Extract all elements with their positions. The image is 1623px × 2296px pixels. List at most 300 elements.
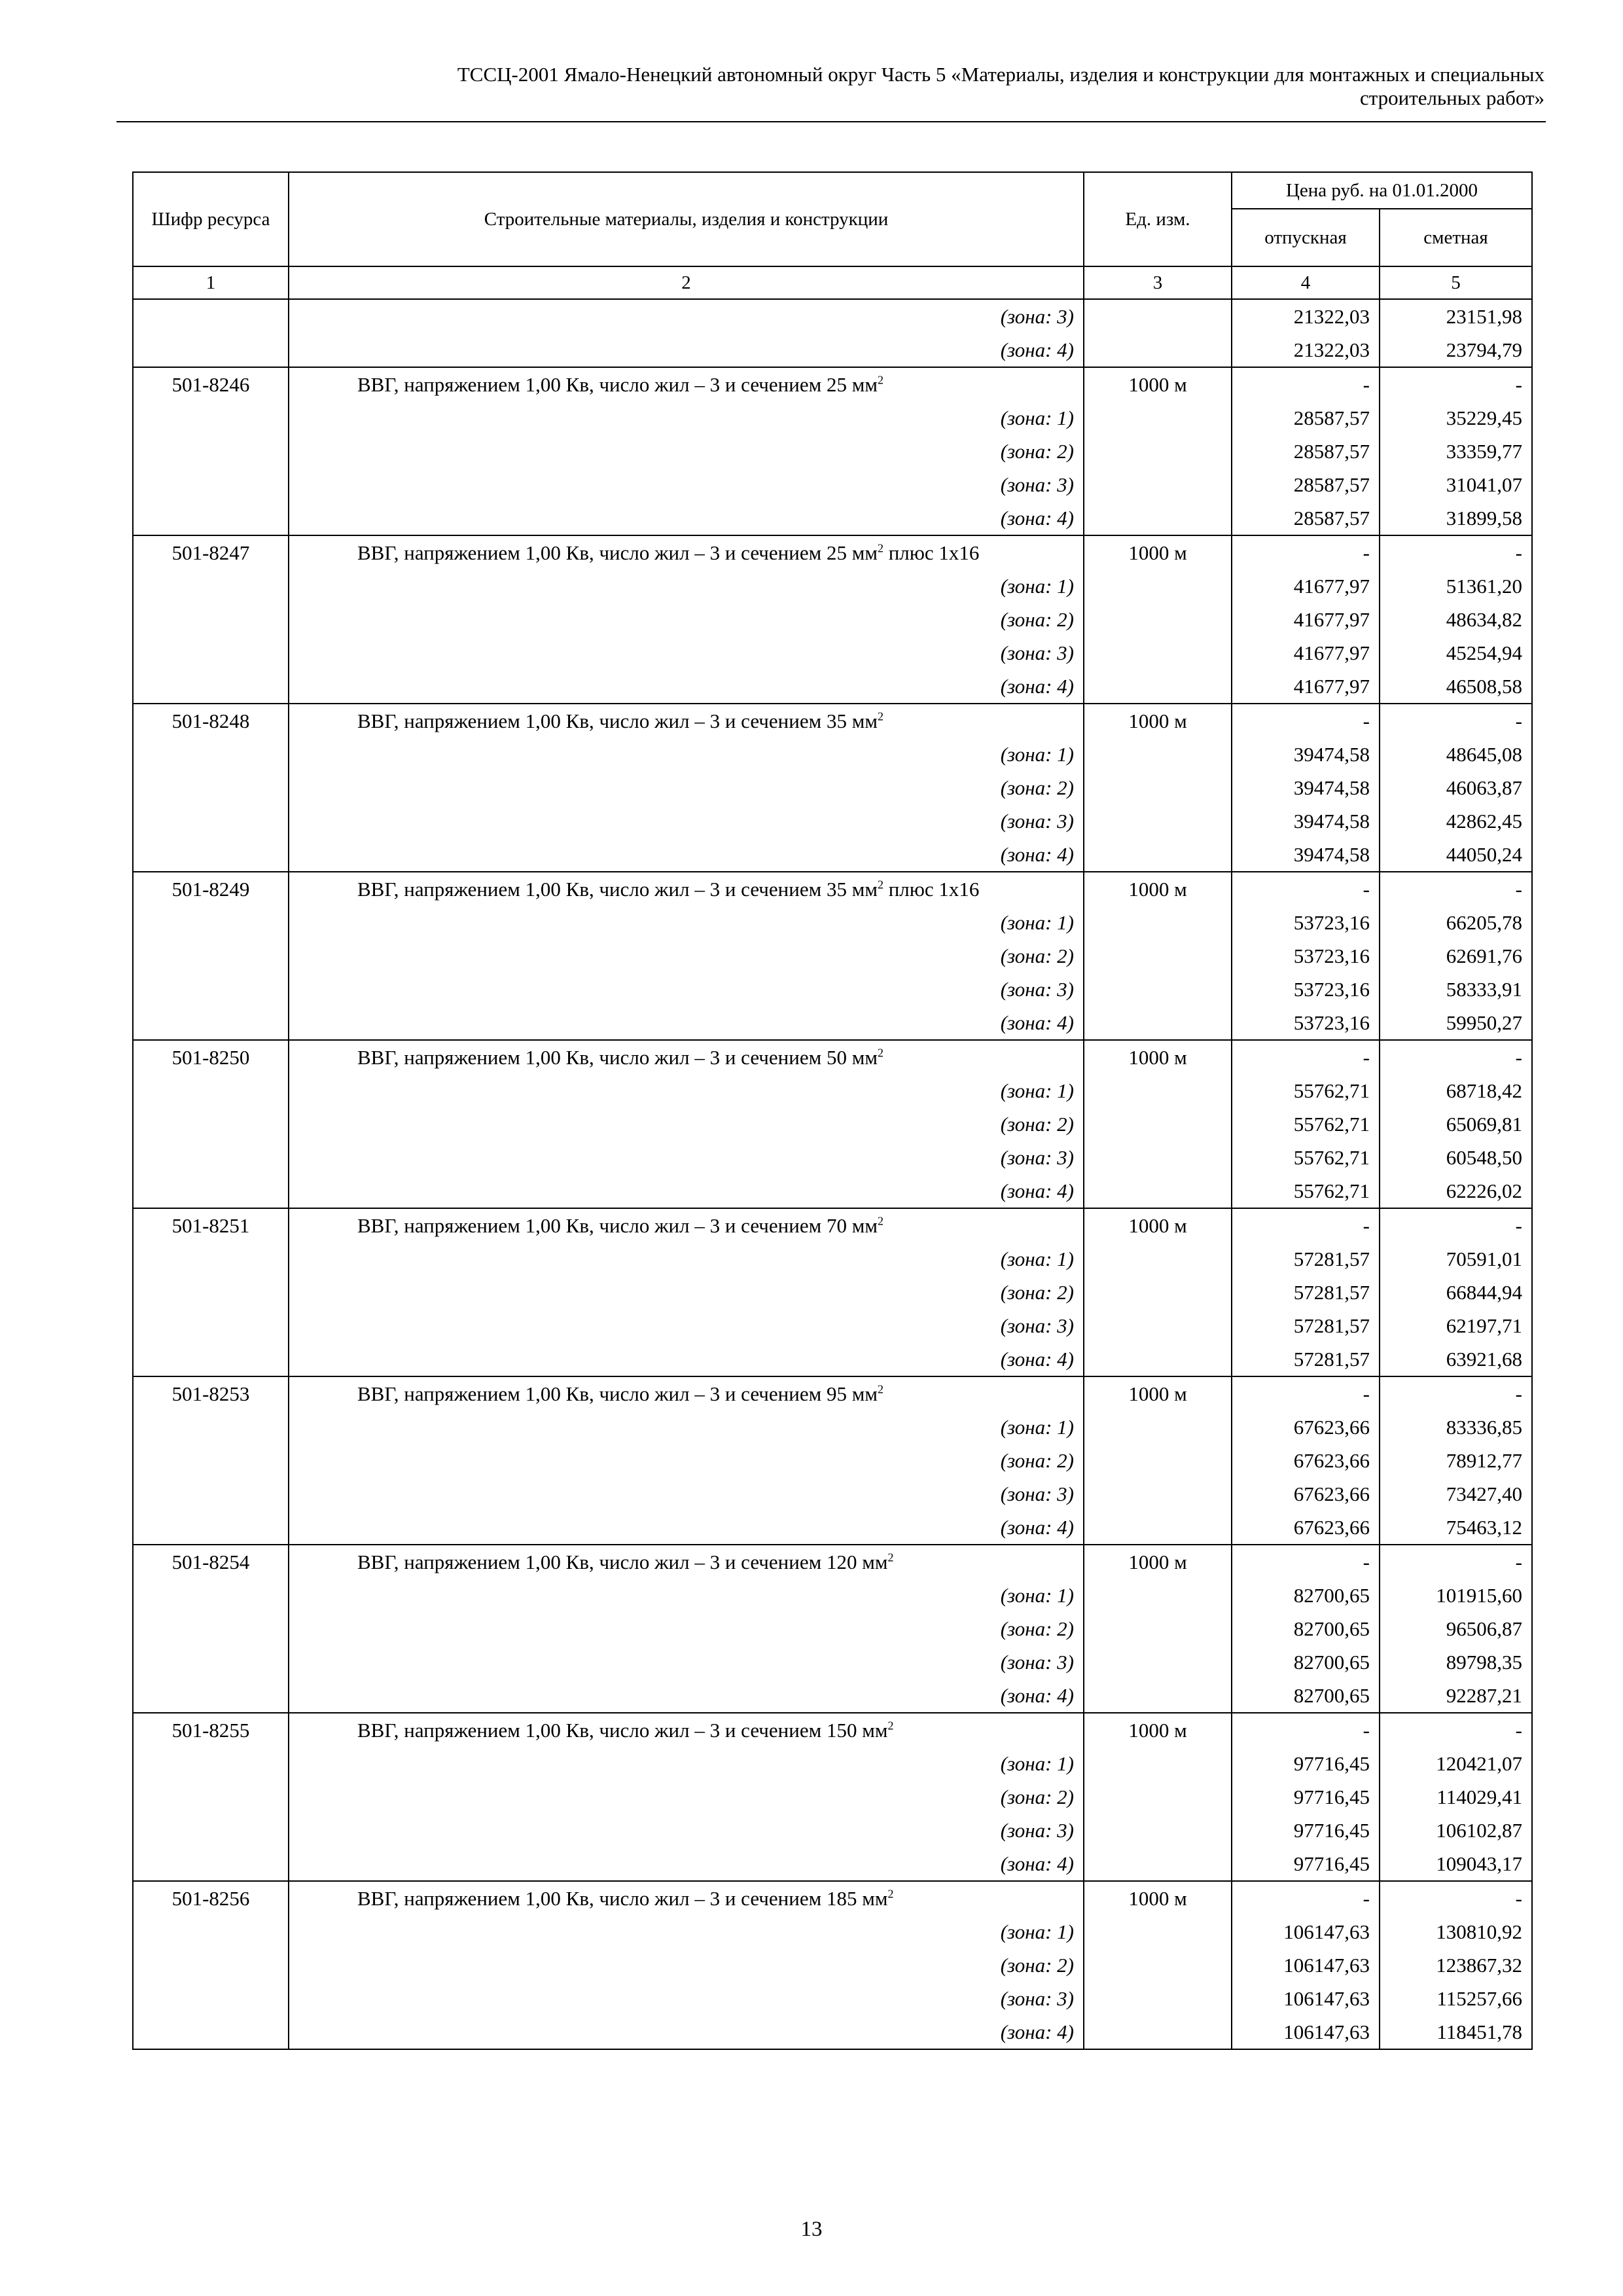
estimate-price: 118451,78 (1380, 2015, 1532, 2049)
estimate-price: - (1380, 1040, 1532, 1074)
estimate-price: - (1380, 367, 1532, 401)
code-cell (133, 906, 289, 939)
release-price: - (1232, 367, 1380, 401)
zone-label: (зона: 1) (1000, 742, 1074, 766)
zone-label: (зона: 4) (1000, 1683, 1074, 1707)
unit-cell (1084, 906, 1232, 939)
unit-cell (1084, 1948, 1232, 1982)
estimate-price: 92287,21 (1380, 1679, 1532, 1713)
name-cell (289, 670, 1084, 704)
zone-row (133, 1579, 1532, 1612)
estimate-price: - (1380, 1376, 1532, 1410)
zone-row (133, 1847, 1532, 1881)
unit-cell (1084, 401, 1232, 435)
zone-row (133, 1814, 1532, 1847)
name-cell (289, 1174, 1084, 1208)
code-cell (133, 1107, 289, 1141)
name-cell (289, 2015, 1084, 2049)
zone-row (133, 670, 1532, 704)
estimate-price: 62691,76 (1380, 939, 1532, 973)
unit-cell (1084, 435, 1232, 468)
name-cell (289, 1074, 1084, 1107)
zone-label: (зона: 2) (1000, 1953, 1074, 1977)
unit-cell (1084, 1780, 1232, 1814)
name-cell (289, 299, 1084, 333)
superscript: 2 (877, 373, 883, 387)
zone-label: (зона: 3) (1000, 641, 1074, 664)
name-cell (289, 1814, 1084, 1847)
code-cell (133, 1814, 289, 1847)
description-text: ВВГ, напряжением 1,00 Кв, число жил – 3 и сечением 25 мм (357, 372, 878, 396)
estimate-price: 66844,94 (1380, 1276, 1532, 1309)
unit-cell (1084, 670, 1232, 704)
release-price: 55762,71 (1232, 1074, 1380, 1107)
zone-label: (зона: 1) (1000, 1079, 1074, 1102)
release-price: 39474,58 (1232, 838, 1380, 872)
zone-label: (зона: 3) (1000, 304, 1074, 328)
unit-cell (1084, 1915, 1232, 1948)
table-body (133, 299, 1532, 2049)
description-text: ВВГ, напряжением 1,00 Кв, число жил – 3 и сечением 35 мм (357, 877, 878, 901)
estimate-price: - (1380, 1881, 1532, 1915)
item-code: 501-8246 (133, 367, 289, 401)
estimate-price: 58333,91 (1380, 973, 1532, 1006)
estimate-price: 48645,08 (1380, 738, 1532, 771)
zone-label: (зона: 2) (1000, 439, 1074, 463)
zone-label: (зона: 4) (1000, 1011, 1074, 1034)
unit-cell (1084, 1242, 1232, 1276)
item-row (133, 872, 1532, 906)
release-price: 97716,45 (1232, 1814, 1380, 1847)
zone-row (133, 804, 1532, 838)
name-cell (289, 535, 1084, 569)
unit-cell (1084, 1276, 1232, 1309)
item-row (133, 1040, 1532, 1074)
release-price: 41677,97 (1232, 670, 1380, 704)
estimate-price: 89798,35 (1380, 1645, 1532, 1679)
zone-row (133, 1276, 1532, 1309)
item-description (298, 709, 1074, 734)
release-price: 28587,57 (1232, 435, 1380, 468)
zone-row (133, 1309, 1532, 1342)
unit-cell (1084, 1847, 1232, 1881)
zone-row (133, 1612, 1532, 1645)
name-cell (289, 1242, 1084, 1276)
zone-label: (зона: 2) (1000, 1280, 1074, 1304)
zone-row (133, 1006, 1532, 1040)
zone-row (133, 1410, 1532, 1444)
zone-label: (зона: 2) (1000, 1785, 1074, 1808)
code-cell (133, 1006, 289, 1040)
header-price-group: Цена руб. на 01.01.2000 (1232, 172, 1532, 209)
zone-row (133, 1679, 1532, 1713)
item-unit: 1000 м (1084, 1545, 1232, 1579)
zone-row (133, 1915, 1532, 1948)
item-code: 501-8254 (133, 1545, 289, 1579)
code-cell (133, 1747, 289, 1780)
zone-label: (зона: 3) (1000, 1986, 1074, 2010)
zone-row (133, 636, 1532, 670)
item-unit: 1000 м (1084, 1040, 1232, 1074)
zone-row (133, 1477, 1532, 1511)
release-price: 57281,57 (1232, 1342, 1380, 1376)
column-number: 3 (1084, 266, 1232, 299)
zone-row (133, 401, 1532, 435)
name-cell (289, 1645, 1084, 1679)
code-cell (133, 1780, 289, 1814)
zone-row (133, 333, 1532, 367)
zone-label: (зона: 1) (1000, 1920, 1074, 1943)
header-code: Шифр ресурса (133, 172, 289, 266)
estimate-price: 101915,60 (1380, 1579, 1532, 1612)
zone-label: (зона: 1) (1000, 1247, 1074, 1270)
zone-row (133, 939, 1532, 973)
release-price: 55762,71 (1232, 1107, 1380, 1141)
code-cell (133, 1074, 289, 1107)
item-row (133, 704, 1532, 738)
estimate-price: - (1380, 535, 1532, 569)
release-price: 82700,65 (1232, 1679, 1380, 1713)
estimate-price: - (1380, 1713, 1532, 1747)
unit-cell (1084, 501, 1232, 535)
description-text: ВВГ, напряжением 1,00 Кв, число жил – 3 и сечением 150 мм (357, 1718, 888, 1742)
item-description (298, 1045, 1074, 1070)
code-cell (133, 1679, 289, 1713)
release-price: 39474,58 (1232, 804, 1380, 838)
release-price: 41677,97 (1232, 603, 1380, 636)
zone-label: (зона: 1) (1000, 1583, 1074, 1607)
unit-cell (1084, 1141, 1232, 1174)
estimate-price: 114029,41 (1380, 1780, 1532, 1814)
release-price: 106147,63 (1232, 1948, 1380, 1982)
estimate-price: 65069,81 (1380, 1107, 1532, 1141)
code-cell (133, 738, 289, 771)
estimate-price: 62226,02 (1380, 1174, 1532, 1208)
name-cell (289, 872, 1084, 906)
item-unit: 1000 м (1084, 367, 1232, 401)
release-price: 28587,57 (1232, 401, 1380, 435)
estimate-price: 42862,45 (1380, 804, 1532, 838)
name-cell (289, 704, 1084, 738)
estimate-price: 120421,07 (1380, 1747, 1532, 1780)
zone-label: (зона: 2) (1000, 1448, 1074, 1472)
header-line-1: ТССЦ-2001 Ямало-Ненецкий автономный округ Часть 5 «Материалы, изделия и конструкции для монтажных и специальных (457, 63, 1544, 86)
release-price: 53723,16 (1232, 973, 1380, 1006)
release-price: - (1232, 1376, 1380, 1410)
zone-label: (зона: 4) (1000, 1179, 1074, 1202)
release-price: - (1232, 1545, 1380, 1579)
code-cell (133, 1276, 289, 1309)
name-cell (289, 367, 1084, 401)
name-cell (289, 401, 1084, 435)
superscript: 2 (887, 1551, 894, 1564)
item-description (298, 877, 1074, 902)
zone-row (133, 1780, 1532, 1814)
name-cell (289, 973, 1084, 1006)
zone-label: (зона: 4) (1000, 674, 1074, 698)
release-price: 55762,71 (1232, 1174, 1380, 1208)
description-tail: плюс 1x16 (883, 541, 980, 564)
code-cell (133, 939, 289, 973)
zone-label: (зона: 1) (1000, 1751, 1074, 1775)
estimate-price: 31041,07 (1380, 468, 1532, 501)
code-cell (133, 1342, 289, 1376)
zone-label: (зона: 1) (1000, 1415, 1074, 1439)
name-cell (289, 1342, 1084, 1376)
estimate-price: 31899,58 (1380, 501, 1532, 535)
item-code: 501-8256 (133, 1881, 289, 1915)
unit-cell (1084, 1645, 1232, 1679)
zone-row (133, 973, 1532, 1006)
zone-label: (зона: 4) (1000, 1515, 1074, 1539)
unit-cell (1084, 1982, 1232, 2015)
unit-cell (1084, 2015, 1232, 2049)
code-cell (133, 771, 289, 804)
item-row (133, 535, 1532, 569)
estimate-price: 68718,42 (1380, 1074, 1532, 1107)
description-text: ВВГ, напряжением 1,00 Кв, число жил – 3 и сечением 185 мм (357, 1886, 888, 1910)
code-cell (133, 1915, 289, 1948)
estimate-price: - (1380, 1545, 1532, 1579)
name-cell (289, 804, 1084, 838)
release-price: 106147,63 (1232, 2015, 1380, 2049)
release-price: 55762,71 (1232, 1141, 1380, 1174)
release-price: 39474,58 (1232, 738, 1380, 771)
estimate-price: 78912,77 (1380, 1444, 1532, 1477)
release-price: 28587,57 (1232, 468, 1380, 501)
name-cell (289, 1208, 1084, 1242)
zone-label: (зона: 4) (1000, 842, 1074, 866)
superscript: 2 (887, 1719, 894, 1732)
zone-label: (зона: 3) (1000, 1145, 1074, 1169)
code-cell (133, 838, 289, 872)
zone-label: (зона: 3) (1000, 1650, 1074, 1674)
unit-cell (1084, 1477, 1232, 1511)
name-cell (289, 1006, 1084, 1040)
header-estimate: сметная (1380, 209, 1532, 266)
release-price: 53723,16 (1232, 939, 1380, 973)
estimate-price: 35229,45 (1380, 401, 1532, 435)
zone-row (133, 1511, 1532, 1545)
zone-row (133, 906, 1532, 939)
unit-cell (1084, 1006, 1232, 1040)
item-unit: 1000 м (1084, 1376, 1232, 1410)
name-cell (289, 1376, 1084, 1410)
code-cell (133, 670, 289, 704)
item-description (298, 1886, 1074, 1911)
release-price: 82700,65 (1232, 1612, 1380, 1645)
release-price: 97716,45 (1232, 1847, 1380, 1881)
code-cell (133, 1444, 289, 1477)
zone-row (133, 1342, 1532, 1376)
price-table (132, 171, 1533, 2050)
column-number: 5 (1380, 266, 1532, 299)
superscript: 2 (877, 1214, 883, 1228)
unit-cell (1084, 838, 1232, 872)
name-cell (289, 636, 1084, 670)
zone-row (133, 1982, 1532, 2015)
estimate-price: 44050,24 (1380, 838, 1532, 872)
zone-row (133, 1174, 1532, 1208)
unit-cell (1084, 973, 1232, 1006)
name-cell (289, 1915, 1084, 1948)
code-cell (133, 1847, 289, 1881)
superscript: 2 (877, 541, 883, 555)
name-cell (289, 1511, 1084, 1545)
name-cell (289, 738, 1084, 771)
code-cell (133, 1579, 289, 1612)
description-tail: плюс 1x16 (883, 877, 980, 901)
zone-label: (зона: 3) (1000, 1482, 1074, 1505)
unit-cell (1084, 1410, 1232, 1444)
header-name: Строительные материалы, изделия и конструкции (289, 172, 1084, 266)
unit-cell (1084, 333, 1232, 367)
name-cell (289, 1545, 1084, 1579)
name-cell (289, 939, 1084, 973)
zone-row (133, 569, 1532, 603)
estimate-price: 46508,58 (1380, 670, 1532, 704)
zone-row (133, 468, 1532, 501)
name-cell (289, 1141, 1084, 1174)
name-cell (289, 1477, 1084, 1511)
item-code: 501-8255 (133, 1713, 289, 1747)
item-unit: 1000 м (1084, 1208, 1232, 1242)
name-cell (289, 1444, 1084, 1477)
zone-row (133, 1444, 1532, 1477)
estimate-price: 115257,66 (1380, 1982, 1532, 2015)
running-header (116, 63, 1544, 110)
header-unit: Ед. изм. (1084, 172, 1232, 266)
estimate-price: 63921,68 (1380, 1342, 1532, 1376)
name-cell (289, 569, 1084, 603)
zone-label: (зона: 3) (1000, 473, 1074, 496)
zone-row (133, 501, 1532, 535)
release-price: 53723,16 (1232, 1006, 1380, 1040)
header-rule (116, 121, 1546, 122)
item-row (133, 1208, 1532, 1242)
unit-cell (1084, 1174, 1232, 1208)
unit-cell (1084, 603, 1232, 636)
estimate-price: 66205,78 (1380, 906, 1532, 939)
unit-cell (1084, 1679, 1232, 1713)
code-cell (133, 401, 289, 435)
name-cell (289, 1847, 1084, 1881)
estimate-price: 96506,87 (1380, 1612, 1532, 1645)
code-cell (133, 636, 289, 670)
release-price: 41677,97 (1232, 569, 1380, 603)
name-cell (289, 1410, 1084, 1444)
code-cell (133, 1242, 289, 1276)
estimate-price: - (1380, 1208, 1532, 1242)
item-code: 501-8251 (133, 1208, 289, 1242)
code-cell (133, 1612, 289, 1645)
description-text: ВВГ, напряжением 1,00 Кв, число жил – 3 и сечением 25 мм (357, 541, 878, 564)
zone-row (133, 603, 1532, 636)
code-cell (133, 1141, 289, 1174)
unit-cell (1084, 1444, 1232, 1477)
estimate-price: 106102,87 (1380, 1814, 1532, 1847)
zone-label: (зона: 2) (1000, 1617, 1074, 1640)
zone-row (133, 1074, 1532, 1107)
zone-row (133, 1747, 1532, 1780)
item-unit: 1000 м (1084, 872, 1232, 906)
superscript: 2 (877, 1046, 883, 1060)
name-cell (289, 1612, 1084, 1645)
page-number: 13 (800, 2217, 823, 2241)
release-price: 106147,63 (1232, 1915, 1380, 1948)
zone-label: (зона: 2) (1000, 1112, 1074, 1136)
zone-row (133, 1948, 1532, 1982)
release-price: 106147,63 (1232, 1982, 1380, 2015)
item-code: 501-8247 (133, 535, 289, 569)
zone-row (133, 838, 1532, 872)
column-number: 2 (289, 266, 1084, 299)
item-row (133, 1713, 1532, 1747)
release-price: - (1232, 1881, 1380, 1915)
description-text: ВВГ, напряжением 1,00 Кв, число жил – 3 и сечением 35 мм (357, 709, 878, 732)
zone-row (133, 771, 1532, 804)
code-cell (133, 1174, 289, 1208)
item-description (298, 1550, 1074, 1575)
zone-row (133, 1141, 1532, 1174)
code-cell (133, 1477, 289, 1511)
item-code: 501-8253 (133, 1376, 289, 1410)
unit-cell (1084, 1612, 1232, 1645)
estimate-price: 60548,50 (1380, 1141, 1532, 1174)
item-unit: 1000 м (1084, 1713, 1232, 1747)
release-price: 53723,16 (1232, 906, 1380, 939)
code-cell (133, 1645, 289, 1679)
name-cell (289, 838, 1084, 872)
release-price: 57281,57 (1232, 1276, 1380, 1309)
item-unit: 1000 м (1084, 1881, 1232, 1915)
code-cell (133, 603, 289, 636)
zone-row (133, 299, 1532, 333)
zone-label: (зона: 1) (1000, 574, 1074, 598)
superscript: 2 (887, 1887, 894, 1901)
release-price: - (1232, 535, 1380, 569)
name-cell (289, 1881, 1084, 1915)
release-price: 82700,65 (1232, 1579, 1380, 1612)
zone-label: (зона: 3) (1000, 809, 1074, 833)
estimate-price: 45254,94 (1380, 636, 1532, 670)
release-price: 82700,65 (1232, 1645, 1380, 1679)
name-cell (289, 1713, 1084, 1747)
unit-cell (1084, 1342, 1232, 1376)
code-cell (133, 1309, 289, 1342)
release-price: 39474,58 (1232, 771, 1380, 804)
zone-row (133, 1242, 1532, 1276)
name-cell (289, 468, 1084, 501)
release-price: 57281,57 (1232, 1309, 1380, 1342)
zone-label: (зона: 4) (1000, 2020, 1074, 2043)
name-cell (289, 906, 1084, 939)
item-row (133, 1545, 1532, 1579)
zone-label: (зона: 1) (1000, 910, 1074, 934)
estimate-price: 109043,17 (1380, 1847, 1532, 1881)
name-cell (289, 333, 1084, 367)
unit-cell (1084, 771, 1232, 804)
unit-cell (1084, 1747, 1232, 1780)
unit-cell (1084, 804, 1232, 838)
name-cell (289, 771, 1084, 804)
code-cell (133, 569, 289, 603)
estimate-price: 59950,27 (1380, 1006, 1532, 1040)
item-unit: 1000 м (1084, 704, 1232, 738)
unit-cell (1084, 1579, 1232, 1612)
item-row (133, 1376, 1532, 1410)
description-text: ВВГ, напряжением 1,00 Кв, число жил – 3 и сечением 50 мм (357, 1045, 878, 1069)
